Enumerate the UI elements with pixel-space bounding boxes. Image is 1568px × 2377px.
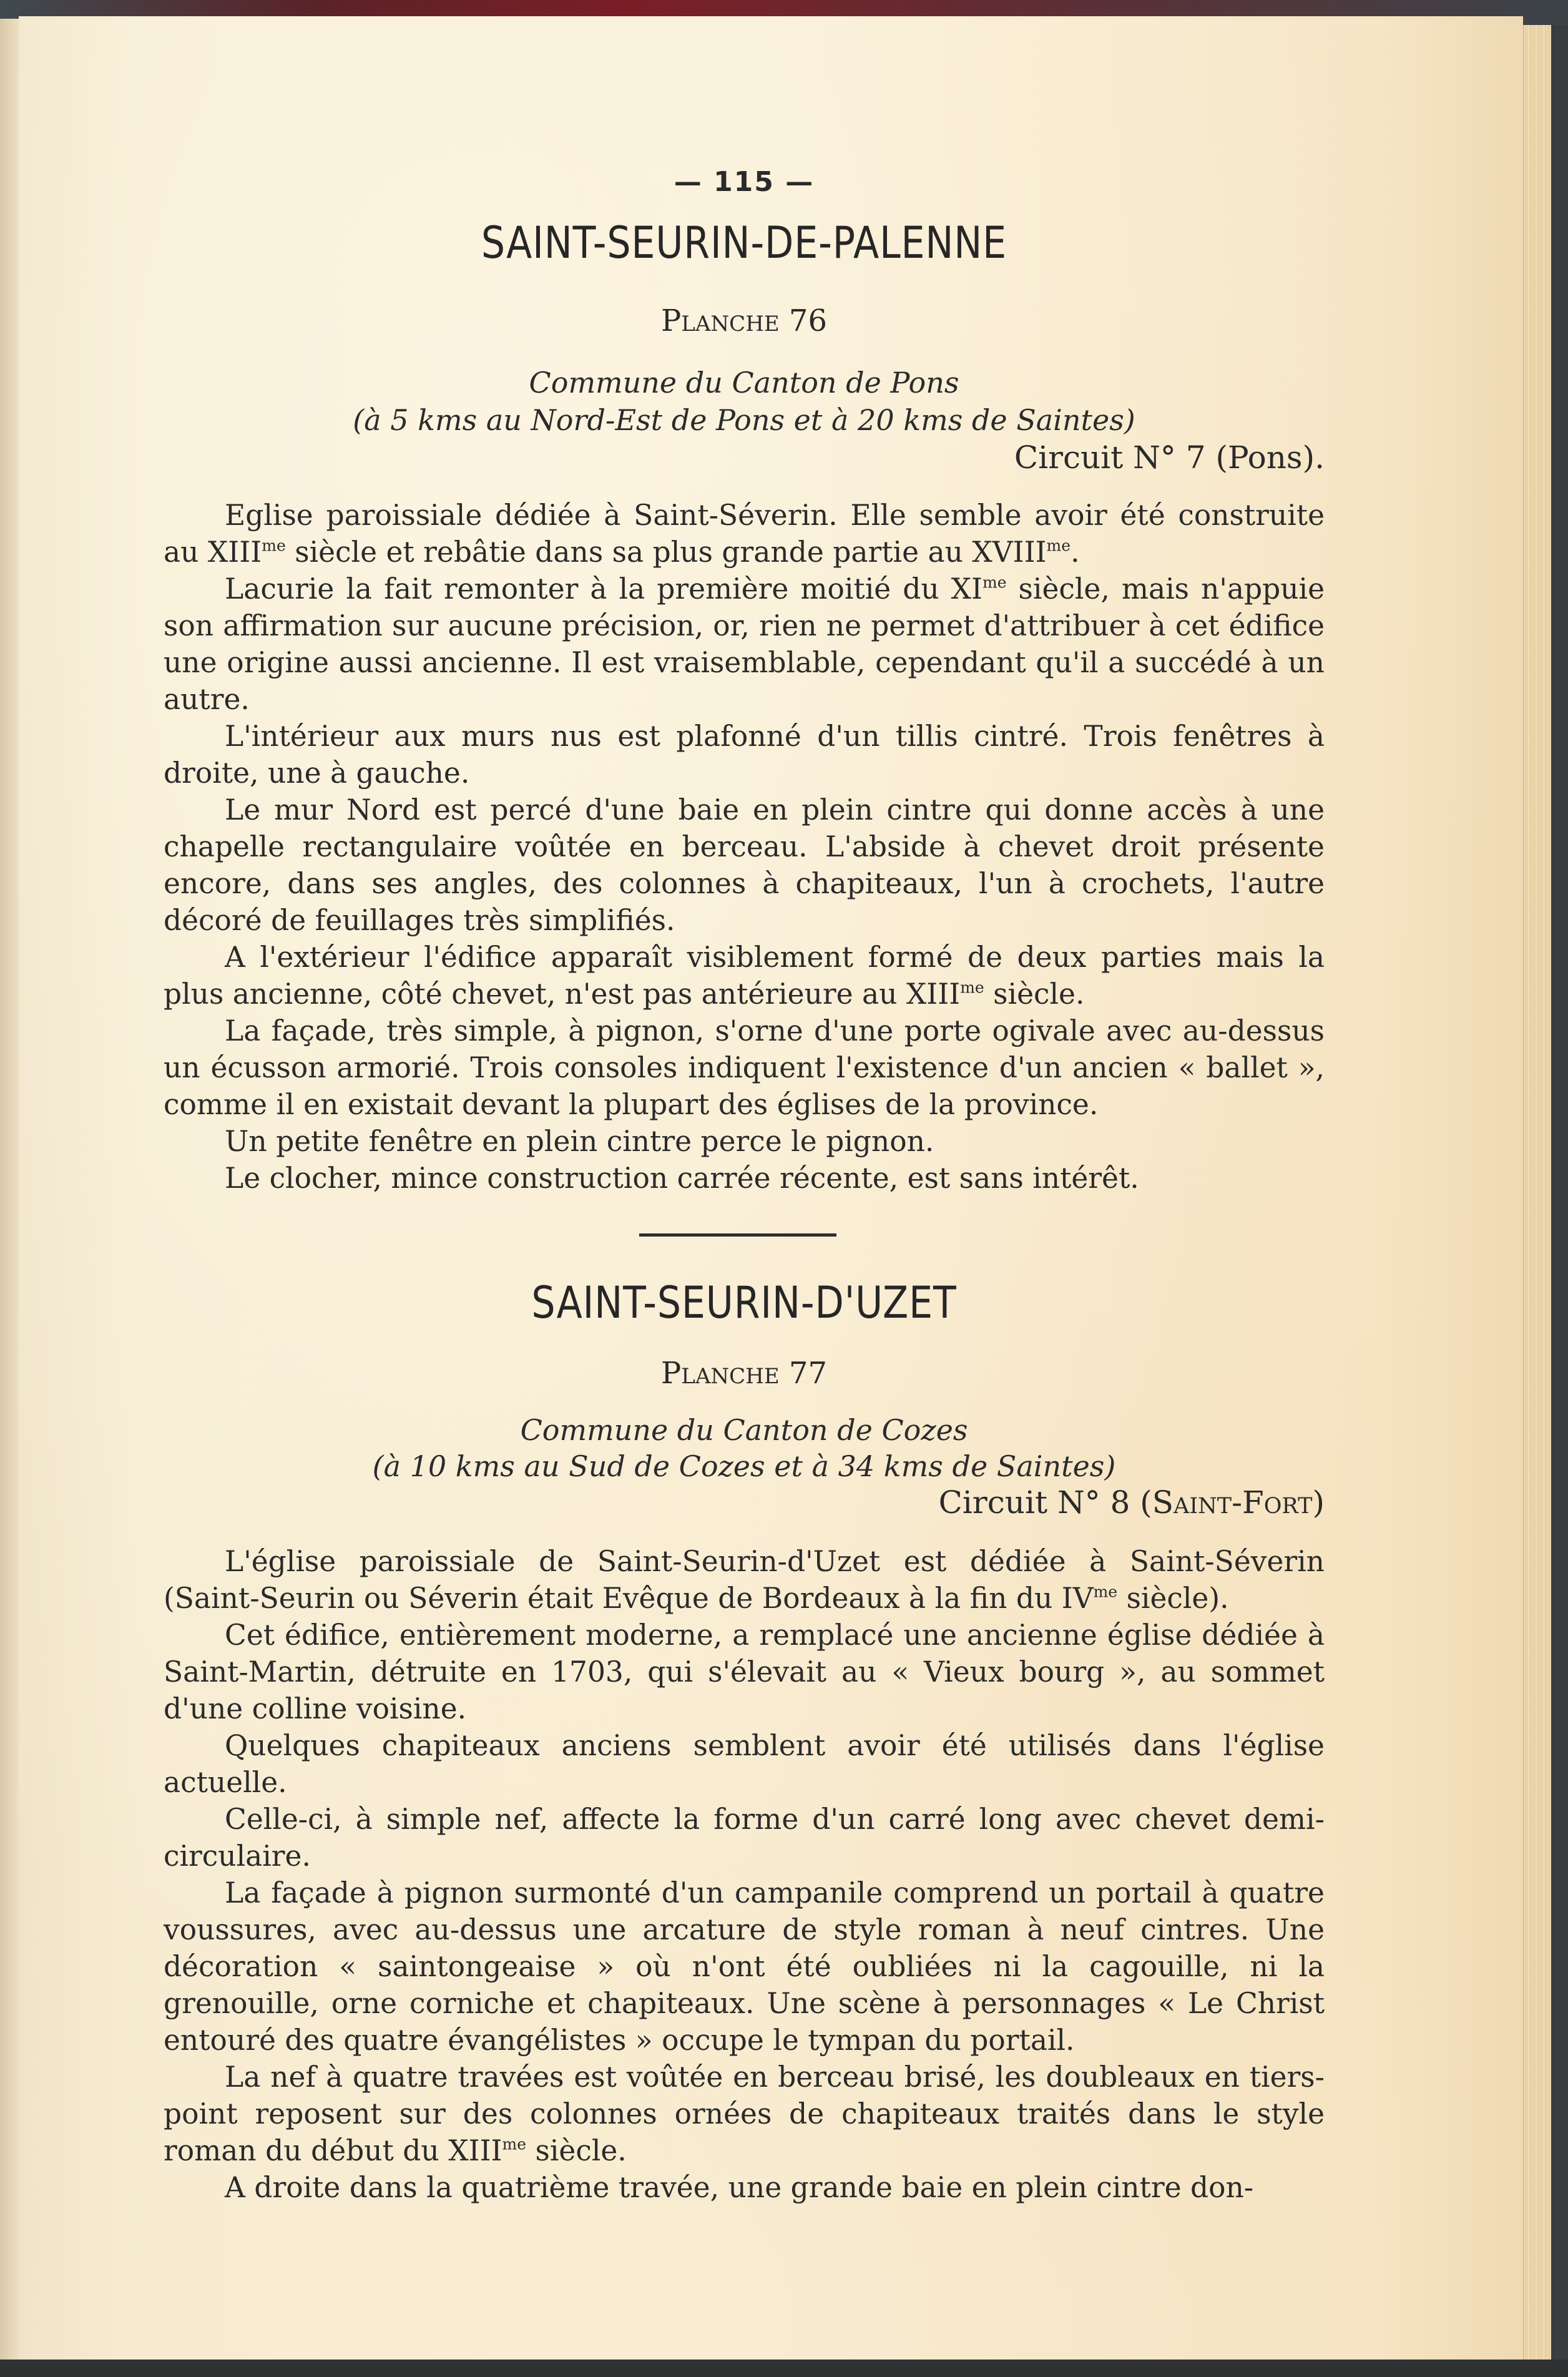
- planche-label: Planche 76: [661, 303, 827, 338]
- book-cover-bottom: [0, 2360, 1568, 2377]
- circuit-line: Circuit N° 7 (Pons).: [1014, 439, 1325, 476]
- paragraph: Un petite fenêtre en plein cintre perce le pignon.: [225, 1125, 934, 1158]
- book-page: [19, 16, 1523, 2360]
- paragraph: L'église paroissiale de Saint-Seurin-d'Uzet est dédiée à Saint-Séverin (Saint-Seurin ou Séverin était Evêque de Bordeaux à la fin du $IV^{me}$ siècle).: [164, 1545, 1325, 1615]
- page-number: — 115 —: [674, 166, 815, 198]
- section-title-palenne: SAINT-SEURIN-DE-PALENNE: [481, 217, 1007, 268]
- paragraph: Cet édifice, entièrement moderne, a remplacé une ancienne église dédiée à Saint-Martin, détruite en 1703, qui s'élevait au « Vieux bourg », au sommet d'une colline voisine.: [164, 1619, 1325, 1725]
- page-stack-edge: [1523, 25, 1551, 2360]
- paragraph: Le mur Nord est percé d'une baie en plein cintre qui donne accès à une chapelle rectangulaire voûtée en berceau. L'abside à chevet droit présente encore, dans ses angles, des colonnes à chapiteaux, l'un à crochets, l'autre décoré de feuillages très simplifiés.: [164, 793, 1325, 937]
- distance-line: (à 5 kms au Nord-Est de Pons et à 20 kms de Saintes): [353, 403, 1135, 437]
- section-divider: [639, 1233, 836, 1237]
- commune-line: Commune du Canton de Cozes: [520, 1413, 968, 1447]
- paragraph: La façade, très simple, à pignon, s'orne d'une porte ogivale avec au-dessus un écusson armorié. Trois consoles indiquent l'existence d'un ancien « ballet », comme il en existait devant la plupart des églises de la province.: [164, 1014, 1325, 1121]
- paragraph: L'intérieur aux murs nus est plafonné d'un tillis cintré. Trois fenêtres à droite, une à gauche.: [164, 720, 1325, 790]
- distance-line: (à 10 kms au Sud de Cozes et à 34 kms de Saintes): [372, 1449, 1116, 1483]
- paragraph: A droite dans la quatrième travée, une grande baie en plein cintre don-: [225, 2171, 1254, 2204]
- paragraph: Le clocher, mince construction carrée récente, est sans intérêt.: [225, 1162, 1139, 1195]
- paragraph: Celle-ci, à simple nef, affecte la forme d'un carré long avec chevet demi-circulaire.: [164, 1803, 1325, 1873]
- paragraph: La nef à quatre travées est voûtée en berceau brisé, les doubleaux en tiers-point reposent sur des colonnes ornées de chapiteaux traités dans le style roman du début du $XIII^{me}$ siècle.: [164, 2061, 1325, 2167]
- section-title-uzet: SAINT-SEURIN-D'UZET: [531, 1277, 957, 1328]
- commune-line: Commune du Canton de Pons: [529, 366, 959, 399]
- circuit-line: Circuit N° 8 (Saint-Fort): [938, 1484, 1325, 1521]
- paragraph: Eglise paroissiale dédiée à Saint-Séverin. Elle semble avoir été construite au $XIII^{me}$ siècle et rebâtie dans sa plus grande partie au $XVIII^{me}$.: [164, 499, 1325, 569]
- planche-label: Planche 77: [661, 1356, 827, 1391]
- paragraph: A l'extérieur l'édifice apparaît visiblement formé de deux parties mais la plus ancienne, côté chevet, n'est pas antérieure au $XIII^{me}$ siècle.: [164, 941, 1325, 1011]
- paragraph: Lacurie la fait remonter à la première moitié du $XI^{me}$ siècle, mais n'appuie son affirmation sur aucune précision, or, rien ne permet d'attribuer à cet édifice une origine aussi ancienne. Il est vraisemblable, cependant qu'il a succédé à un autre.: [164, 572, 1325, 716]
- paragraph: La façade à pignon surmonté d'un campanile comprend un portail à quatre voussures, avec au-dessus une arcature de style roman à neuf cintres. Une décoration « saintongeaise » où n'ont été oubliées ni la cagouille, ni la grenouille, orne corniche et chapiteaux. Une scène à personnages « Le Christ entouré des quatre évangélistes » occupe le tympan du portail.: [164, 1876, 1325, 2057]
- paragraph: Quelques chapiteaux anciens semblent avoir été utilisés dans l'église actuelle.: [164, 1729, 1325, 1799]
